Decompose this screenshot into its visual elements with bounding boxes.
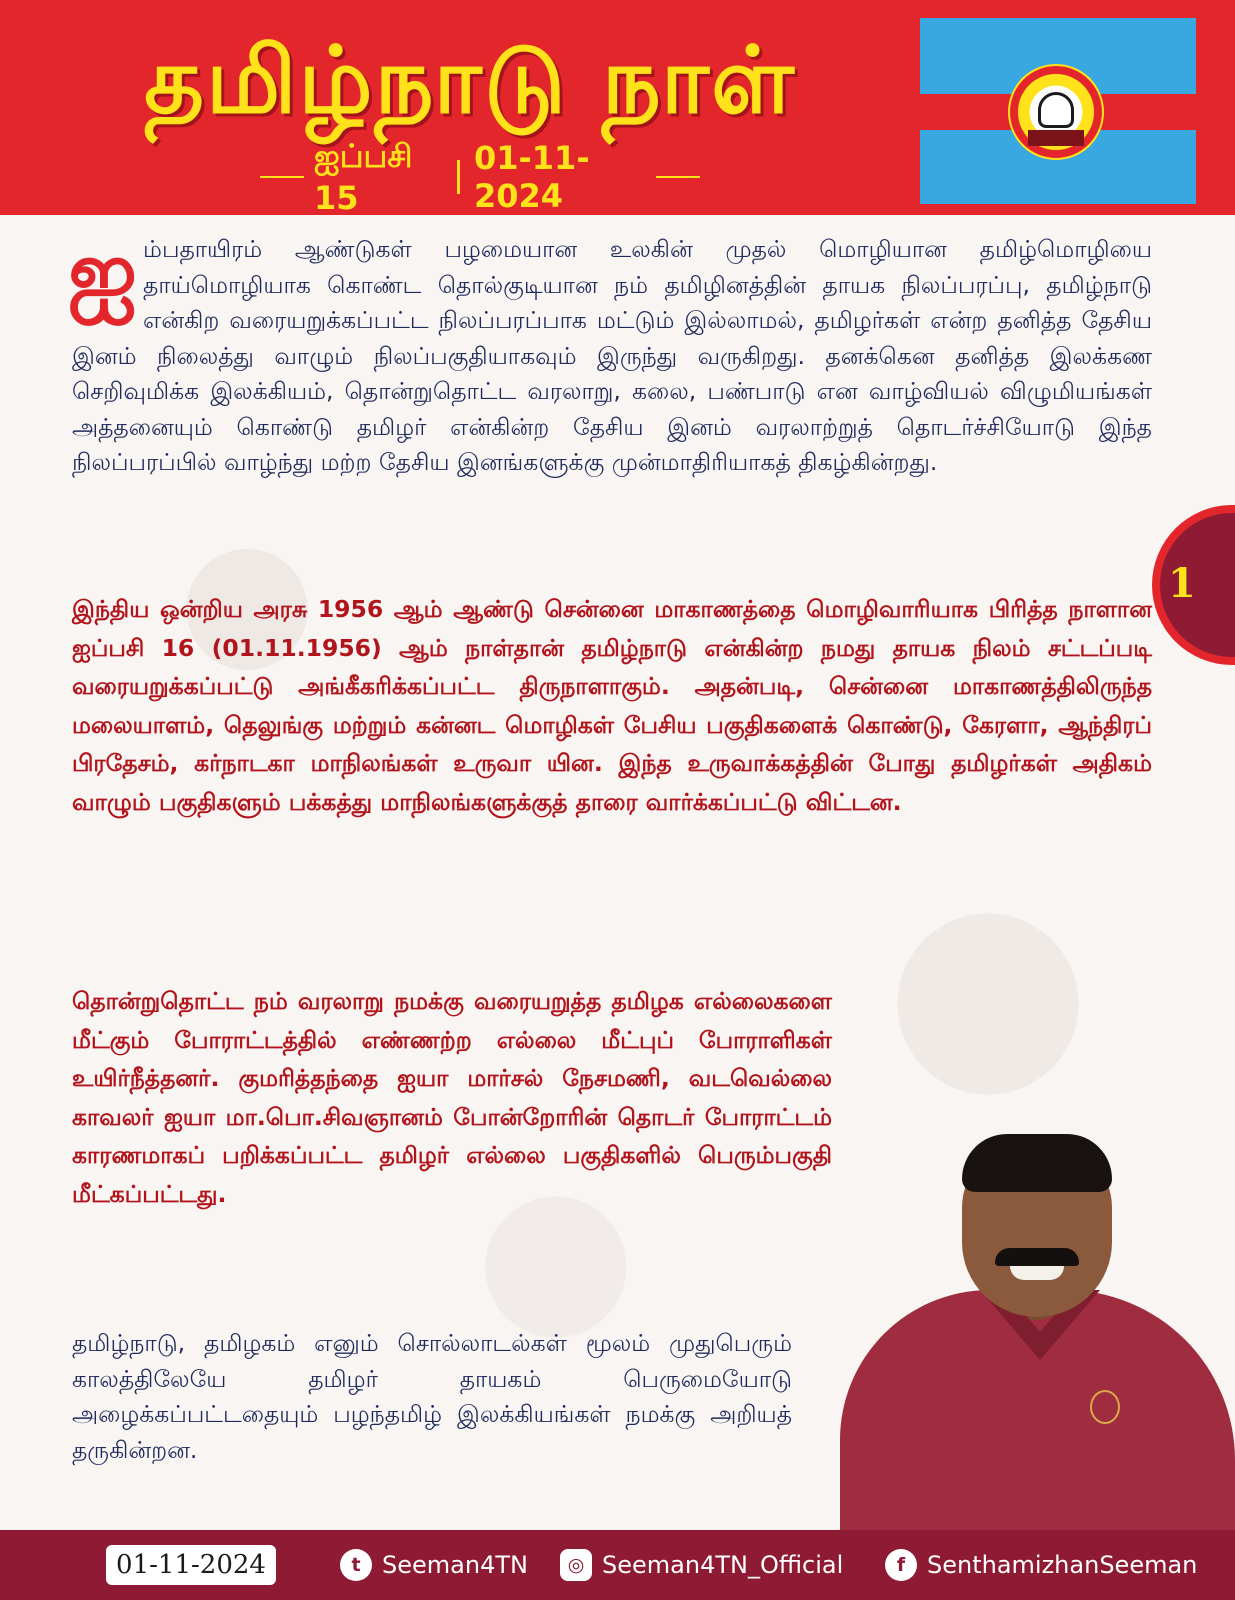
page-number: 1 bbox=[1168, 560, 1196, 607]
portrait-hair bbox=[962, 1134, 1112, 1192]
paragraph-intro bbox=[68, 222, 1152, 481]
date-separator bbox=[457, 160, 460, 194]
tiger-head-icon bbox=[1038, 92, 1074, 128]
tamil-date: ஐப்பசி 15 bbox=[314, 137, 413, 217]
twitter-handle: Seeman4TN bbox=[382, 1551, 528, 1579]
drop-cap-letter: ஐ bbox=[68, 222, 138, 322]
header-date: 01-11-2024 bbox=[473, 139, 590, 215]
portrait-smile bbox=[1010, 1266, 1064, 1280]
instagram-link[interactable] bbox=[560, 1545, 843, 1585]
portrait-mustache bbox=[995, 1248, 1079, 1266]
twitter-icon: t bbox=[340, 1549, 372, 1581]
instagram-icon: ◎ bbox=[560, 1549, 592, 1581]
facebook-handle: SenthamizhanSeeman bbox=[927, 1551, 1198, 1579]
portrait-photo bbox=[840, 1120, 1235, 1530]
header-date-line bbox=[250, 137, 710, 217]
shirt-logo-icon bbox=[1090, 1390, 1120, 1424]
paragraph-literature: தமிழ்நாடு, தமிழகம் எனும் சொல்லாடல்கள் மூலம் முதுபெரும் காலத்திலேயே தமிழர் தாயகம் பெருமையோடு அழைக்கப்பட்டதையும் பழந்தமிழ் இலக்கியங்கள் நமக்கு அறியத் தருகின்றன. bbox=[72, 1329, 792, 1464]
instagram-handle: Seeman4TN_Official bbox=[602, 1551, 844, 1579]
footer-date: 01-11-2024 bbox=[106, 1545, 276, 1585]
portrait-shirt bbox=[840, 1290, 1235, 1530]
emblem-base bbox=[1028, 130, 1084, 146]
twitter-link[interactable] bbox=[340, 1545, 528, 1585]
date-rule-right bbox=[656, 176, 700, 178]
tiger-emblem-icon bbox=[1008, 64, 1104, 160]
facebook-link[interactable] bbox=[885, 1545, 1197, 1585]
party-flag-icon bbox=[920, 18, 1196, 204]
header-banner bbox=[0, 0, 1235, 215]
paragraph-history: இந்திய ஒன்றிய அரசு 1956 ஆம் ஆண்டு சென்னை மாகாணத்தை மொழிவாரியாக பிரித்த நாளான ஐப்பசி 16 (01.11.1956) ஆம் நாள்தான் தமிழ்நாடு என்கின்ற நமது தாயக நிலம் சட்டப்படி வரையறுக்கப்பட்டு அங்கீகரிக்கப்பட்ட திருநாளாகும். அதன்படி, சென்னை மாகாணத்திலிருந்த மலையாளம், தெலுங்கு மற்றும் கன்னட மொழிகள் பேசிய பகுதிகளைக் கொண்டு, கேரளா, ஆந்திரப் பிரதேசம், கர்நாடகா மாநிலங்கள் உருவா யின. இந்த உருவாக்கத்தின் போது தமிழர்கள் அதிகம் வாழும் பகுதிகளும் பக்கத்து மாநிலங்களுக்குத் தாரை வார்க்கப்பட்டு விட்டன. bbox=[72, 595, 1152, 816]
paragraph-intro-text: ம்பதாயிரம் ஆண்டுகள் பழமையான உலகின் முதல் மொழியான தமிழ்மொழியை தாய்மொழியாக கொண்ட தொல்குடியான நம் தமிழினத்தின் தாயக நிலப்பரப்பு, தமிழ்நாடு என்கிற வரையறுக்கப்பட்ட நிலப்பரப்பாக மட்டும் இல்லாமல், தமிழர்கள் என்ற தனித்த தேசிய இனம் நிலைத்து வாழும் நிலப்பகுதியாகவும் இருந்து வருகிறது. தனக்கென தனித்த இலக்கண செறிவுமிக்க இலக்கியம், தொன்றுதொட்ட வரலாறு, கலை, பண்பாடு என வாழ்வியல் விழுமியங்கள் அத்தனையும் கொண்டு தமிழர் என்கின்ற தேசிய இனம் வரலாற்றுத் தொடர்ச்சியோடு இந்த நிலப்பரப்பில் வாழ்ந்து மற்ற தேசிய இனங்களுக்கு முன்மாதிரியாகத் திகழ்கின்றது. bbox=[72, 235, 1152, 476]
paragraph-border-struggle: தொன்றுதொட்ட நம் வரலாறு நமக்கு வரையறுத்த தமிழக எல்லைகளை மீட்கும் போராட்டத்தில் எண்ணற்ற எல்லை மீட்புப் போராளிகள் உயிர்நீத்தனர். குமரித்தந்தை ஐயா மார்சல் நேசமணி, வடவெல்லை காவலர் ஐயா மா.பொ.சிவஞானம் போன்றோரின் தொடர் போராட்டம் காரணமாகப் பறிக்கப்பட்ட தமிழர் எல்லை பகுதிகளில் பெரும்பகுதி மீட்கப்பட்டது. bbox=[72, 987, 832, 1208]
date-rule-left bbox=[260, 176, 304, 178]
facebook-icon: f bbox=[885, 1549, 917, 1581]
page-title: தமிழ்நாடு நாள் bbox=[144, 27, 796, 134]
